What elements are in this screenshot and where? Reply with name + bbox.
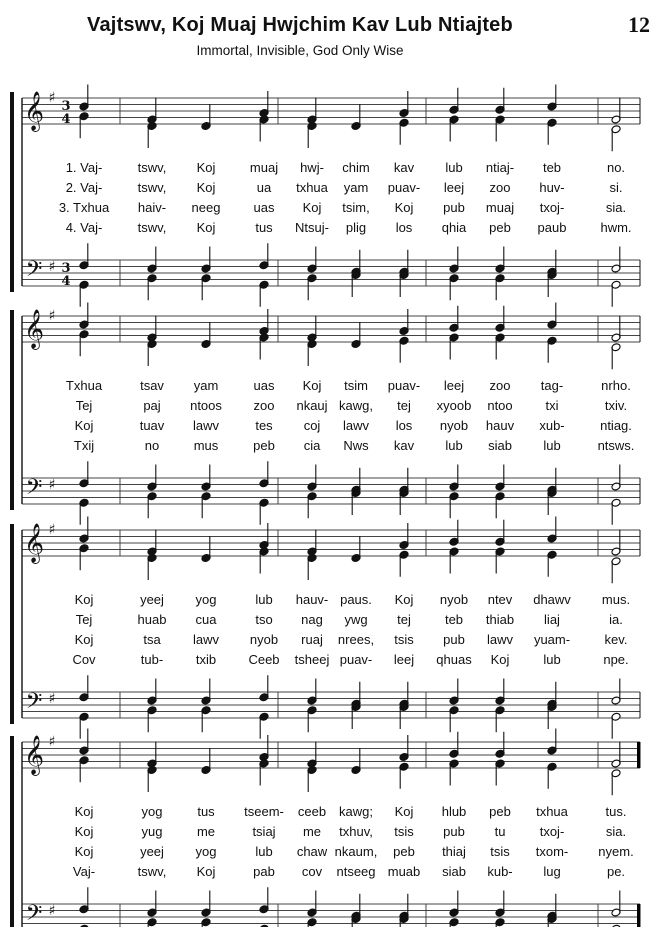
lyric-syllable: Koj <box>394 592 414 607</box>
lyric-syllable: neeg <box>191 200 221 215</box>
sharp-icon: ♯ <box>48 477 56 493</box>
lyric-syllable: pub <box>443 824 465 839</box>
lyric-syllable: kub- <box>487 864 513 879</box>
lyric-syllable: siab <box>488 438 512 453</box>
hymn-subtitle: Immortal, Invisible, God Only Wise <box>196 43 404 58</box>
lyric-line-verse-1 <box>0 592 662 608</box>
sharp-icon: ♯ <box>48 90 56 106</box>
lyric-syllable: txhua <box>296 180 328 195</box>
lyric-syllable: txoj- <box>539 200 565 215</box>
lyric-syllable: tsis <box>394 632 414 647</box>
lyric-syllable: tes <box>255 418 273 433</box>
lyric-line-verse-2 <box>0 612 662 628</box>
lyric-syllable: 4. Vaj- <box>65 220 103 235</box>
lyric-syllable: plig <box>345 220 367 235</box>
lyric-syllable: tej <box>397 398 411 413</box>
lyric-line-verse-3 <box>0 200 662 216</box>
lyric-syllable: huab <box>137 612 167 627</box>
lyric-syllable: nkaum, <box>334 844 378 859</box>
lyric-syllable: Ntsuj- <box>295 220 329 235</box>
lyric-syllable: Koj <box>74 592 94 607</box>
treble-clef-icon: 𝄞 <box>23 735 45 775</box>
lyric-syllable: hauv <box>485 418 515 433</box>
lyric-syllable: tus <box>197 804 215 819</box>
lyric-syllable: tsheej <box>294 652 330 667</box>
lyric-syllable: teb <box>444 612 464 627</box>
lyric-line-verse-1 <box>0 378 662 394</box>
sharp-icon: ♯ <box>48 259 56 275</box>
lyric-syllable: yog <box>141 804 163 819</box>
lyric-syllable: ceeb <box>297 804 327 819</box>
lyric-syllable: tsim, <box>342 200 370 215</box>
lyric-syllable: cov <box>301 864 323 879</box>
lyric-syllable: leej <box>443 180 465 195</box>
lyric-syllable: 1. Vaj- <box>65 160 103 175</box>
lyric-line-verse-3 <box>0 844 662 860</box>
lyric-syllable: lawv <box>192 418 220 433</box>
lyric-syllable: tseem- <box>244 804 284 819</box>
lyric-syllable: thiaj <box>442 844 466 859</box>
lyric-syllable: zoo <box>489 180 511 195</box>
sharp-icon: ♯ <box>48 734 56 750</box>
lyric-syllable: Ceeb <box>248 652 280 667</box>
lyric-syllable: tsis <box>490 844 510 859</box>
lyric-syllable: txom- <box>535 844 569 859</box>
lyric-syllable: zoo <box>253 398 275 413</box>
lyric-syllable: nrees, <box>337 632 375 647</box>
lyric-syllable: Koj <box>490 652 510 667</box>
lyric-syllable: txib <box>195 652 217 667</box>
time-signature-top: 3 <box>61 261 71 276</box>
lyric-line-verse-2 <box>0 398 662 414</box>
lyric-syllable: lub <box>255 592 273 607</box>
lyric-syllable: Tej <box>75 398 93 413</box>
lyric-syllable: Txhua <box>65 378 103 393</box>
lyric-syllable: coj <box>303 418 321 433</box>
lyric-syllable: qhia <box>441 220 467 235</box>
lyric-syllable: kev. <box>604 632 628 647</box>
lyric-syllable: Txij <box>73 438 95 453</box>
lyric-syllable: yeej <box>140 844 164 859</box>
lyric-syllable: kawg; <box>339 804 373 819</box>
lyric-syllable: puav- <box>387 378 421 393</box>
lyric-syllable: 3. Txhua <box>58 200 110 215</box>
lyric-syllable: yam <box>343 180 369 195</box>
lyric-syllable: peb <box>253 438 275 453</box>
lyric-syllable: chaw <box>296 844 328 859</box>
lyric-syllable: txhua <box>536 804 568 819</box>
lyric-line-verse-2 <box>0 180 662 196</box>
lyric-syllable: Koj <box>196 220 216 235</box>
lyric-syllable: uas <box>253 378 275 393</box>
lyric-syllable: Koj <box>302 378 322 393</box>
lyric-syllable: me <box>196 824 216 839</box>
lyric-syllable: Vaj- <box>72 864 96 879</box>
hymn-number: 12 <box>628 12 650 37</box>
lyric-syllable: yuam- <box>533 632 571 647</box>
lyric-syllable: pe. <box>606 864 626 879</box>
lyric-syllable: lug <box>543 864 561 879</box>
final-barline <box>637 742 640 768</box>
lyric-syllable: Koj <box>74 844 94 859</box>
lyric-syllable: pab <box>253 864 275 879</box>
lyric-syllable: kav <box>393 160 415 175</box>
lyric-syllable: ntiaj- <box>485 160 515 175</box>
lyric-syllable: puav- <box>339 652 373 667</box>
lyric-syllable: txhuv, <box>339 824 373 839</box>
lyric-syllable: paj <box>143 398 161 413</box>
lyric-syllable: yam <box>193 378 219 393</box>
lyric-syllable: ywg <box>344 612 368 627</box>
lyric-syllable: liaj <box>544 612 560 627</box>
lyric-syllable: peb <box>393 844 415 859</box>
lyric-syllable: yeej <box>140 592 164 607</box>
lyric-syllable: tsa <box>143 632 161 647</box>
lyric-syllable: tswv, <box>137 160 167 175</box>
lyric-syllable: muaj <box>485 200 515 215</box>
lyric-syllable: tuav <box>139 418 165 433</box>
lyric-syllable: chim <box>342 160 370 175</box>
lyric-syllable: txi <box>545 398 559 413</box>
bass-clef-icon: 𝄢 <box>25 689 43 719</box>
lyric-syllable: puav- <box>387 180 421 195</box>
lyric-syllable: kawg, <box>339 398 373 413</box>
lyric-syllable: lub <box>255 844 273 859</box>
lyric-syllable: Koj <box>74 804 94 819</box>
treble-clef-icon: 𝄞 <box>23 523 45 563</box>
lyric-syllable: Tej <box>75 612 93 627</box>
lyric-syllable: Koj <box>302 200 322 215</box>
lyric-line-verse-2 <box>0 824 662 840</box>
lyric-syllable: tswv, <box>137 864 167 879</box>
lyric-syllable: Koj <box>74 824 94 839</box>
bass-clef-icon: 𝄢 <box>25 257 43 287</box>
lyric-syllable: ua <box>256 180 272 195</box>
lyric-syllable: zoo <box>489 378 511 393</box>
lyric-syllable: sia. <box>605 824 627 839</box>
lyric-syllable: Koj <box>196 864 216 879</box>
lyric-syllable: hlub <box>441 804 467 819</box>
lyric-syllable: tej <box>397 612 411 627</box>
lyric-line-verse-3 <box>0 632 662 648</box>
lyric-syllable: me <box>302 824 322 839</box>
lyric-syllable: los <box>395 220 413 235</box>
lyric-syllable: nkauj <box>296 398 328 413</box>
lyric-syllable: ntiag. <box>600 418 632 433</box>
lyric-syllable: ntoos <box>190 398 222 413</box>
lyric-syllable: no. <box>606 160 626 175</box>
lyric-syllable: nrho. <box>601 378 631 393</box>
lyric-syllable: txiv. <box>604 398 628 413</box>
lyric-syllable: tso <box>255 612 273 627</box>
lyric-syllable: leej <box>443 378 465 393</box>
lyric-syllable: siab <box>442 864 466 879</box>
lyric-line-verse-1 <box>0 804 662 820</box>
lyric-syllable: lub <box>543 438 561 453</box>
lyric-syllable: tus. <box>605 804 627 819</box>
lyric-syllable: nyob <box>439 592 469 607</box>
lyric-syllable: no <box>144 438 160 453</box>
lyric-syllable: tag- <box>540 378 564 393</box>
lyric-syllable: Koj <box>74 418 94 433</box>
lyric-syllable: tus <box>255 220 273 235</box>
lyric-syllable: paub <box>537 220 567 235</box>
time-signature-top: 3 <box>61 99 71 114</box>
lyric-syllable: teb <box>542 160 562 175</box>
lyric-syllable: yug <box>141 824 163 839</box>
lyric-line-verse-4 <box>0 220 662 236</box>
lyric-syllable: tsiaj <box>252 824 276 839</box>
lyric-syllable: nyob <box>439 418 469 433</box>
lyric-syllable: 2. Vaj- <box>65 180 103 195</box>
lyric-syllable: huv- <box>539 180 565 195</box>
time-signature-bottom: 4 <box>61 112 71 127</box>
lyric-syllable: muab <box>387 864 421 879</box>
bass-clef-icon: 𝄢 <box>25 901 43 927</box>
lyric-syllable: kav <box>393 438 415 453</box>
lyric-syllable: mus. <box>601 592 631 607</box>
lyric-syllable: uas <box>253 200 275 215</box>
lyric-syllable: muaj <box>249 160 279 175</box>
lyric-syllable: nyob <box>249 632 279 647</box>
lyric-syllable: lawv <box>192 632 220 647</box>
lyric-syllable: ntoo <box>487 398 513 413</box>
lyric-syllable: lub <box>445 160 463 175</box>
lyric-syllable: cua <box>195 612 217 627</box>
lyric-syllable: hauv- <box>295 592 329 607</box>
lyric-syllable: lub <box>543 652 561 667</box>
lyric-line-verse-4 <box>0 652 662 668</box>
lyric-syllable: ntseeg <box>336 864 376 879</box>
lyric-syllable: tsav <box>140 378 164 393</box>
lyric-syllable: nyem. <box>598 844 634 859</box>
sharp-icon: ♯ <box>48 308 56 324</box>
lyric-syllable: pub <box>443 632 465 647</box>
lyric-syllable: npe. <box>603 652 629 667</box>
lyric-syllable: txoj- <box>539 824 565 839</box>
lyric-syllable: Koj <box>196 180 216 195</box>
lyric-syllable: pub <box>443 200 465 215</box>
lyric-syllable: haiv- <box>137 200 167 215</box>
lyric-syllable: ntsws. <box>597 438 635 453</box>
lyric-syllable: thiab <box>485 612 515 627</box>
lyric-syllable: nag <box>301 612 323 627</box>
lyric-syllable: ruaj <box>301 632 323 647</box>
hymn-title: Vajtswv, Koj Muaj Hwjchim Kav Lub Ntiajteb <box>87 14 513 36</box>
lyric-syllable: peb <box>489 804 511 819</box>
lyric-line-verse-4 <box>0 438 662 454</box>
lyric-line-verse-3 <box>0 418 662 434</box>
lyric-syllable: lawv <box>342 418 370 433</box>
lyric-syllable: tswv, <box>137 180 167 195</box>
lyric-syllable: xyoob <box>436 398 472 413</box>
sharp-icon: ♯ <box>48 691 56 707</box>
lyric-syllable: Koj <box>196 160 216 175</box>
lyric-syllable: tu <box>494 824 506 839</box>
sharp-icon: ♯ <box>48 903 56 919</box>
time-signature-bottom: 4 <box>61 274 71 289</box>
lyric-syllable: Koj <box>394 804 414 819</box>
lyric-syllable: hwm. <box>600 220 632 235</box>
lyric-syllable: xub- <box>539 418 565 433</box>
lyric-syllable: sia. <box>605 200 627 215</box>
lyric-line-verse-4 <box>0 864 662 880</box>
sharp-icon: ♯ <box>48 522 56 538</box>
lyric-syllable: mus <box>193 438 219 453</box>
lyric-syllable: cia <box>303 438 321 453</box>
lyric-syllable: peb <box>489 220 511 235</box>
lyric-syllable: hwj- <box>300 160 324 175</box>
lyric-syllable: si. <box>609 180 623 195</box>
lyric-syllable: Koj <box>394 200 414 215</box>
lyric-syllable: yog <box>195 844 217 859</box>
lyric-syllable: tswv, <box>137 220 167 235</box>
final-barline <box>637 904 640 927</box>
lyric-syllable: lub <box>445 438 463 453</box>
treble-clef-icon: 𝄞 <box>23 309 45 349</box>
lyric-syllable: paus. <box>340 592 372 607</box>
lyric-syllable: dhawv <box>533 592 571 607</box>
lyric-syllable: tsim <box>344 378 368 393</box>
bass-clef-icon: 𝄢 <box>25 475 43 505</box>
lyric-line-verse-1 <box>0 160 662 176</box>
lyric-syllable: leej <box>393 652 415 667</box>
lyric-syllable: Koj <box>74 632 94 647</box>
lyric-syllable: ntev <box>487 592 513 607</box>
lyric-syllable: ia. <box>609 612 623 627</box>
lyric-syllable: Nws <box>343 438 369 453</box>
lyric-syllable: qhuas <box>436 652 472 667</box>
lyric-syllable: los <box>395 418 413 433</box>
lyric-syllable: yog <box>195 592 217 607</box>
lyric-syllable: tub- <box>140 652 164 667</box>
lyric-syllable: tsis <box>394 824 414 839</box>
lyric-syllable: lawv <box>486 632 514 647</box>
treble-clef-icon: 𝄞 <box>23 91 45 131</box>
lyric-syllable: Cov <box>72 652 96 667</box>
